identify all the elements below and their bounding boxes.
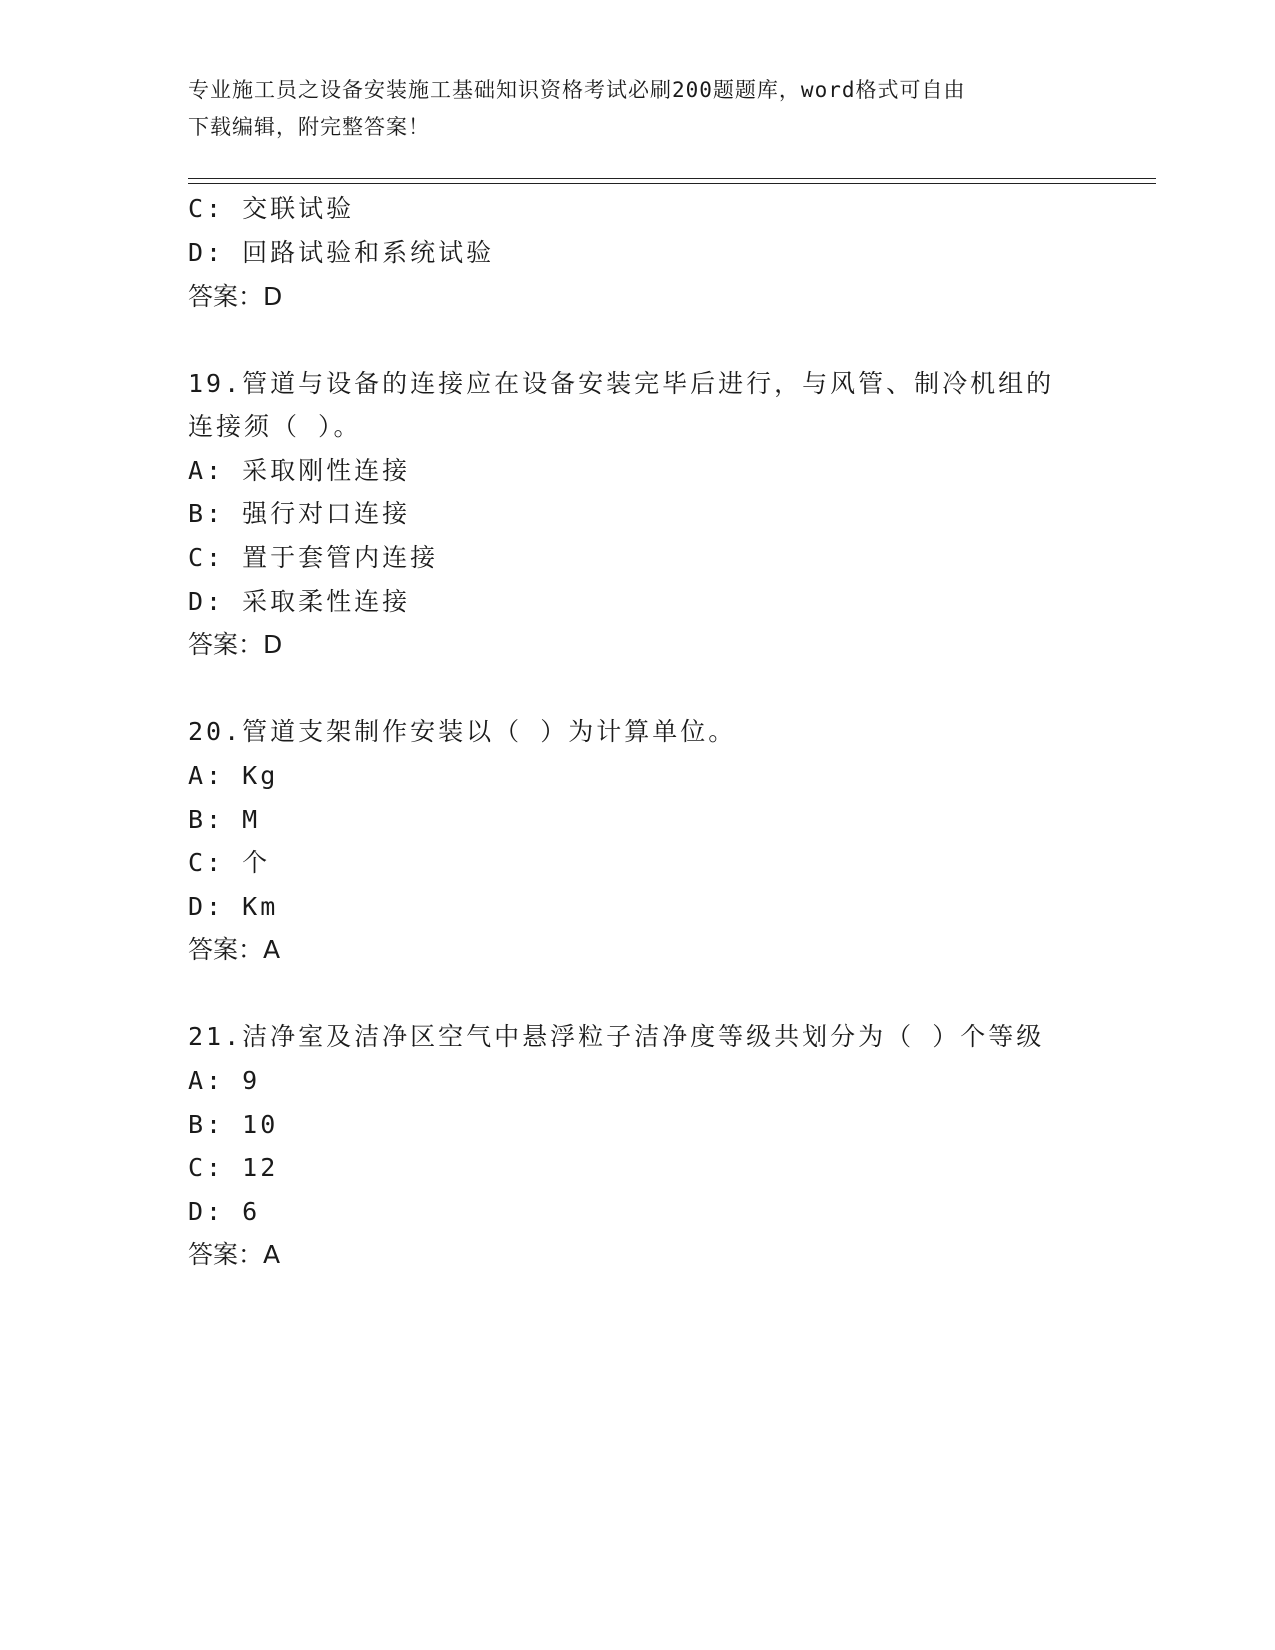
q19-answer: 答案：D (188, 630, 283, 659)
q20-option-b: B: M (188, 805, 261, 834)
q19-option-b: B: 强行对口连接 (188, 499, 411, 528)
q19-stem-line-1: 19.管道与设备的连接应在设备安装完毕后进行，与风管、制冷机组的 (188, 369, 1055, 398)
document-header (188, 72, 1068, 146)
q21-option-a: A: 9 (188, 1066, 261, 1095)
q20-option-c: C: 个 (188, 848, 271, 877)
header-line-1: 专业施工员之设备安装施工基础知识资格考试必刷200题题库，word格式可自由 (188, 78, 966, 102)
q19-option-c: C: 置于套管内连接 (188, 543, 439, 572)
q21-stem: 21.洁净室及洁净区空气中悬浮粒子洁净度等级共划分为（ ）个等级 (188, 1022, 1045, 1051)
q19-stem-line-2: 连接须（ ）。 (188, 412, 362, 441)
q20-option-a: A: Kg (188, 761, 279, 790)
q20-answer: 答案：A (188, 935, 281, 964)
q19-option-a: A: 采取刚性连接 (188, 456, 411, 485)
q20-stem: 20.管道支架制作安装以（ ）为计算单位。 (188, 717, 737, 746)
header-line-2: 下载编辑，附完整答案！ (188, 115, 430, 139)
q21-answer: 答案：A (188, 1240, 281, 1269)
q19-option-d: D: 采取柔性连接 (188, 587, 411, 616)
q18-answer: 答案：D (188, 282, 283, 311)
q18-option-c: C: 交联试验 (188, 194, 355, 223)
header-divider (188, 178, 1156, 184)
q21-option-b: B: 10 (188, 1110, 279, 1139)
q21-option-c: C: 12 (188, 1153, 279, 1182)
q21-option-d: D: 6 (188, 1197, 261, 1226)
q18-option-d: D: 回路试验和系统试验 (188, 238, 495, 267)
q20-option-d: D: Km (188, 892, 279, 921)
